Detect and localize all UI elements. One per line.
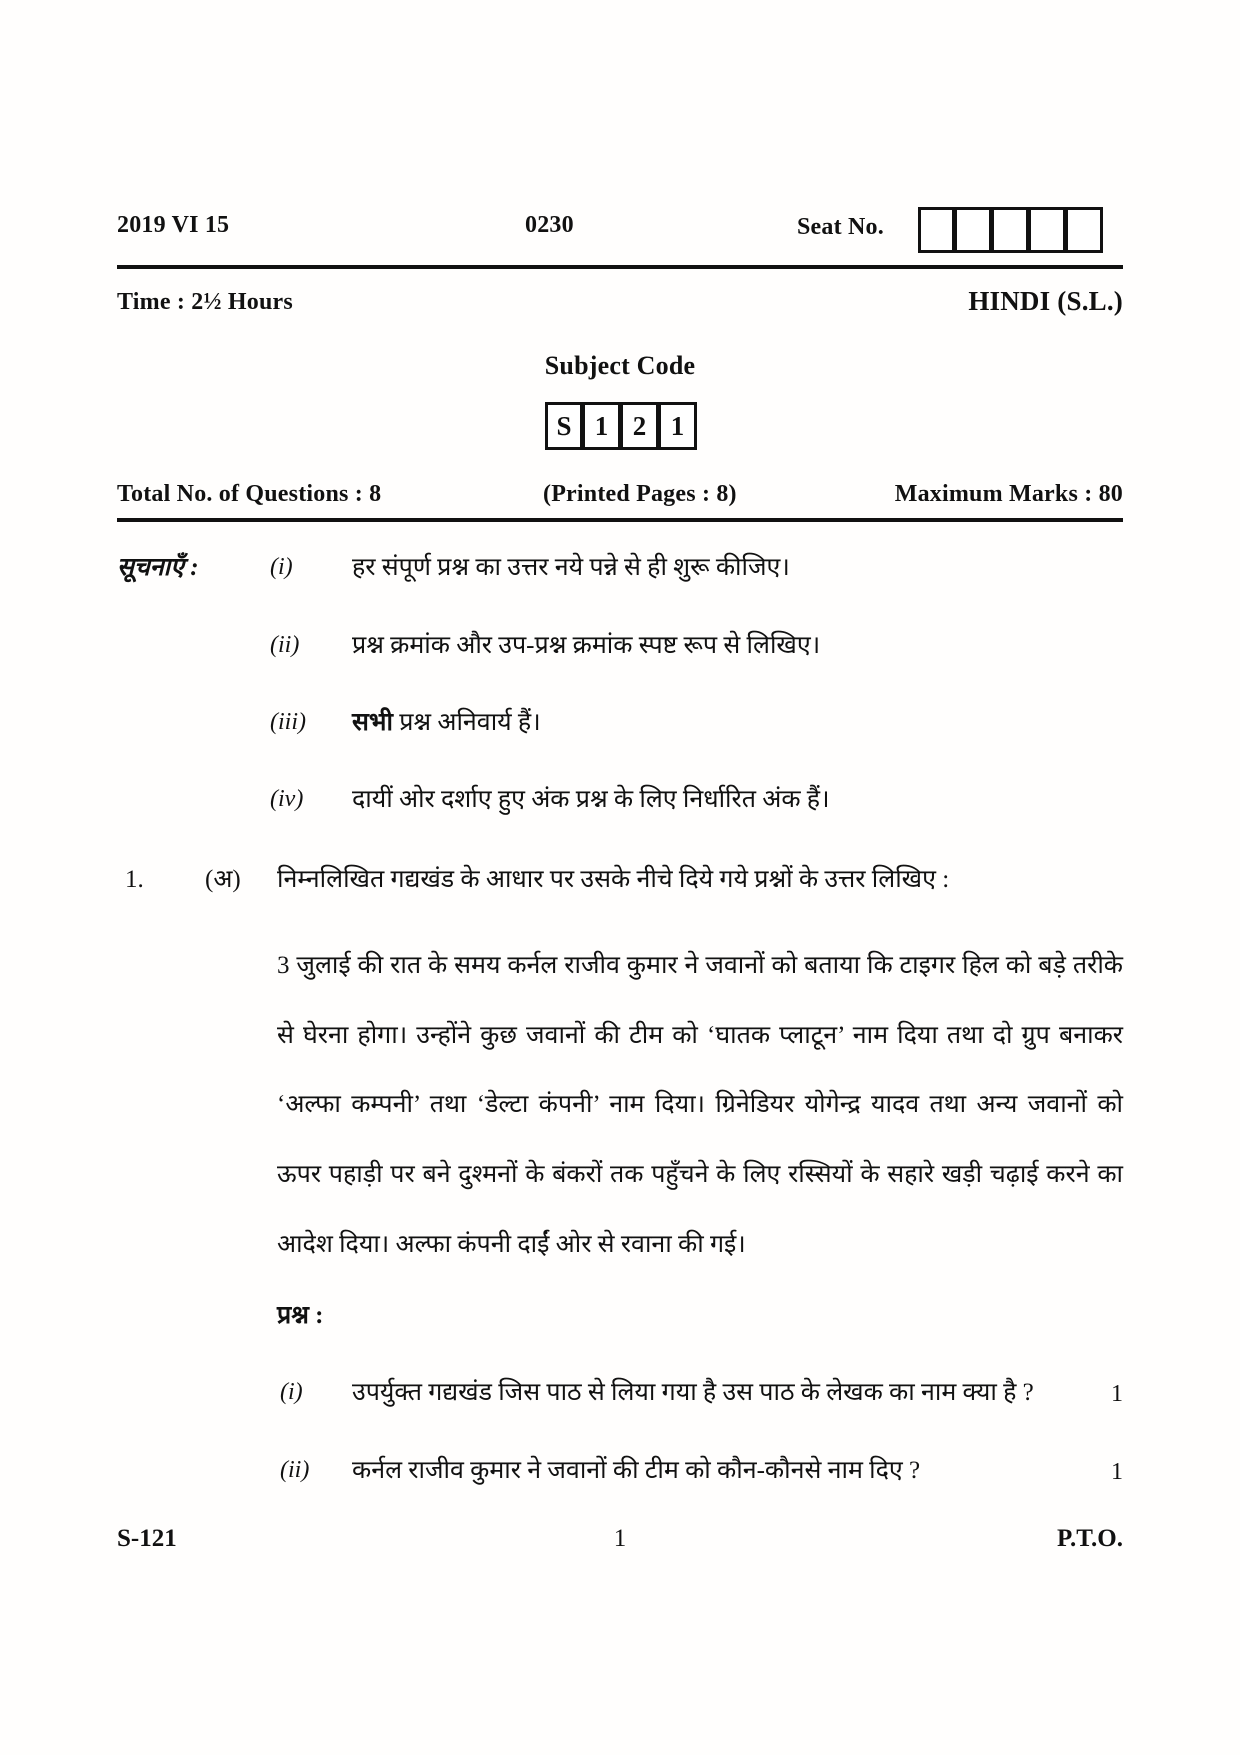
instruction-item — [270, 784, 1123, 817]
subject-code-label: Subject Code — [544, 351, 696, 380]
instruction-text: प्रश्न क्रमांक और उप-प्रश्न क्रमांक स्पष्ट रूप से लिखिए। — [352, 632, 821, 659]
sub-question-text: उपर्युक्त गद्यखंड जिस पाठ से लिया गया है उस पाठ के लेखक का नाम क्या है ? — [352, 1379, 1034, 1406]
seat-cell[interactable] — [1066, 207, 1103, 253]
maximum-marks: Maximum Marks : 80 — [894, 481, 1123, 507]
exam-date-code: 2019 VI 15 — [117, 212, 230, 238]
sub-question-text: कर्नल राजीव कुमार ने जवानों की टीम को कौन-कौनसे नाम दिए ? — [352, 1457, 921, 1484]
instruction-text: हर संपूर्ण प्रश्न का उत्तर नये पन्ने से ही शुरू कीजिए। — [352, 554, 790, 581]
instruction-item — [270, 630, 1123, 663]
instruction-numeral: (iii) — [270, 709, 306, 735]
instruction-item — [270, 552, 1123, 585]
sub-question-numeral: (i) — [280, 1379, 303, 1405]
printed-pages: (Printed Pages : 8) — [543, 481, 737, 507]
instructions-divider — [117, 518, 1123, 522]
passage-line: ‘अल्फा कम्पनी’ तथा ‘डेल्टा कंपनी’ नाम दिया। ग्रिनेडियर योगेन्द्र यादव तथा अन्य जवानों को — [277, 1091, 1123, 1118]
instruction-bold-word: सभी — [352, 709, 393, 736]
instruction-numeral: (i) — [270, 554, 293, 580]
subject-code-cell: 1 — [659, 402, 697, 450]
instruction-numeral: (ii) — [270, 632, 300, 658]
question-intro-text: निम्नलिखित गद्यखंड के आधार पर उसके नीचे दिये गये प्रश्नों के उत्तर लिखिए : — [277, 866, 950, 893]
subject-code-box — [545, 402, 697, 450]
center-code: 0230 — [525, 212, 574, 238]
marks-value: 1 — [1111, 1459, 1123, 1485]
question-part-label: (अ) — [205, 866, 241, 893]
passage-line: आदेश दिया। अल्फा कंपनी दाईं ओर से रवाना की गई। — [277, 1231, 746, 1258]
sub-question — [280, 1455, 1123, 1488]
seat-cell[interactable] — [955, 207, 992, 253]
pto-label: P.T.O. — [1057, 1525, 1123, 1552]
passage-line: से घेरना होगा। उन्होंने कुछ जवानों की टीम को ‘घातक प्लाटून’ नाम दिया तथा दो ग्रुप बनाकर — [277, 1022, 1123, 1049]
instruction-text: दायीं ओर दर्शाए हुए अंक प्रश्न के लिए निर्धारित अंक हैं। — [352, 786, 830, 813]
seat-number-label: Seat No. — [797, 214, 884, 240]
subject-code-cell: 1 — [583, 402, 621, 450]
subject-title: HINDI (S.L.) — [968, 286, 1123, 316]
total-questions: Total No. of Questions : 8 — [117, 481, 382, 507]
instructions-heading: सूचनाएँ : — [117, 554, 199, 581]
seat-number-grid[interactable] — [918, 207, 1103, 253]
paper-code: S-121 — [117, 1525, 177, 1552]
passage-line: 3 जुलाई की रात के समय कर्नल राजीव कुमार ने जवानों को बताया कि टाइगर हिल को बड़े तरीके — [277, 952, 1123, 979]
seat-cell[interactable] — [992, 207, 1029, 253]
instruction-text-rest: प्रश्न अनिवार्य हैं। — [392, 709, 541, 736]
sub-questions-heading: प्रश्न : — [277, 1302, 324, 1329]
header-divider — [117, 265, 1123, 269]
sub-question-numeral: (ii) — [280, 1457, 310, 1483]
instruction-item — [270, 707, 1123, 740]
subject-code-cell: S — [545, 402, 583, 450]
seat-cell[interactable] — [918, 207, 955, 253]
seat-cell[interactable] — [1029, 207, 1066, 253]
question-1-heading — [125, 864, 1123, 897]
passage-line: ऊपर पहाड़ी पर बने दुश्मनों के बंकरों तक पहुँचने के लिए रस्सियों के सहारे खड़ी चढ़ाई करने का — [277, 1161, 1123, 1188]
time-allowed: Time : 2½ Hours — [117, 289, 293, 315]
sub-question — [280, 1377, 1123, 1410]
marks-value: 1 — [1111, 1381, 1123, 1407]
instruction-numeral: (iv) — [270, 786, 304, 812]
page-number: 1 — [613, 1525, 627, 1552]
instruction-text — [352, 707, 1123, 740]
subject-code-cell: 2 — [621, 402, 659, 450]
question-number: 1. — [125, 866, 144, 893]
